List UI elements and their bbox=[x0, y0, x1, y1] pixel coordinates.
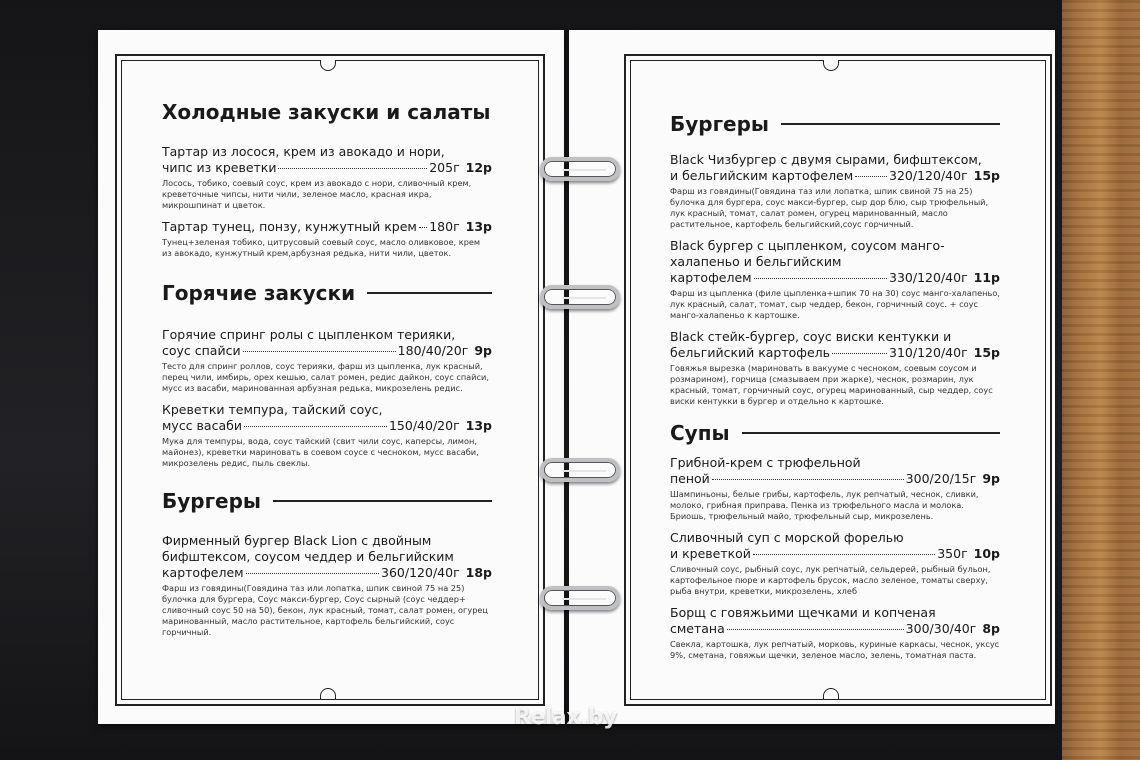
item-description: Фарш из цыпленка (филе цыпленка+шпик 70 на 30) соус манго-халапеньо, лук красный, салат, томат, сыр чеддер, бекон, горчичный соус. + соус манго-халапеньо к картошке. bbox=[670, 288, 1000, 320]
title-rule bbox=[367, 292, 492, 294]
binder-ring bbox=[540, 586, 620, 610]
menu-column-left bbox=[162, 100, 492, 638]
item-name: бельгийский картофель bbox=[670, 345, 831, 360]
item-name: Black стейк-бургер, соус виски кентукки и bbox=[670, 329, 952, 344]
item-name: Тартар тунец, понзу, кунжутный крем bbox=[162, 219, 417, 234]
item-name: Креветки темпура, тайский соус, bbox=[162, 402, 383, 417]
frame-notch-bottom bbox=[320, 688, 336, 699]
item-name: бифштексом, соусом чеддер и бельгийским bbox=[162, 549, 454, 564]
item-price: 13р bbox=[465, 219, 492, 234]
item-name: халапеньо и бельгийским bbox=[670, 254, 842, 269]
item-price: 18р bbox=[465, 565, 492, 580]
menu-item bbox=[670, 530, 1000, 597]
binder-ring bbox=[540, 285, 620, 309]
menu-item bbox=[670, 605, 1000, 661]
item-name: Сливочный суп с морской форелью bbox=[670, 530, 904, 545]
binder-ring bbox=[540, 157, 620, 181]
item-description: Шампиньоны, белые грибы, картофель, лук репчатый, чеснок, сливки, молоко, грибная приправа. Пенка из трюфельного масла и молока. Бриошь, трюфельный майо, трюфельный сыр, микрозелень. bbox=[670, 489, 979, 521]
item-price: 11р bbox=[973, 270, 1000, 285]
item-price: 15р bbox=[973, 345, 1000, 360]
item-weight: 320/120/40г bbox=[889, 168, 968, 183]
title-rule bbox=[781, 123, 1000, 125]
item-price: 15р bbox=[973, 168, 1000, 183]
item-price: 10р bbox=[973, 546, 1000, 561]
section-title: Бургеры bbox=[162, 489, 492, 513]
menu-item bbox=[670, 152, 1000, 230]
section-title: Супы bbox=[670, 421, 1000, 445]
item-description: Фарш из говядины(Говядина таз или лопатка, шпик свиной 75 на 25) булочка для бургера, соус макси-бургер, сыр дор блю, сыр трюфельный, лук красный, томат, салат ромен, огурец маринованный, масло растительное, картофель бельгийский,соус горчичный. bbox=[670, 186, 989, 229]
item-weight: 300/20/15г bbox=[905, 471, 977, 486]
item-name: картофелем bbox=[162, 565, 244, 580]
item-weight: 205г bbox=[429, 160, 460, 175]
item-description: Говяжья вырезка (мариновать в вакууме с чесноком, соевым соусом и розмарином), горчица (смазываем при жарке), чеснок, розмарин, лук красный, томат, горчичный соус, огурец маринованный, сыр чеддер, соус виски кентукки в бургер и отдельно к картошке. bbox=[670, 363, 993, 406]
menu-item bbox=[670, 329, 1000, 407]
item-name: соус спайси bbox=[162, 343, 241, 358]
item-name: Фирменный бургер Black Lion с двойным bbox=[162, 533, 432, 548]
menu-item bbox=[670, 238, 1000, 321]
item-price: 13р bbox=[465, 418, 492, 433]
item-description: Лосось, тобико, соевый соус, крем из авокадо с нори, сливочный крем, креветочные чипсы, нити чили, зеленое масло, красная икра, микрошпинат и цветок. bbox=[162, 178, 472, 210]
binder-ring bbox=[540, 458, 620, 482]
item-weight: 180/40/20г bbox=[397, 343, 469, 358]
frame-notch-bottom bbox=[823, 688, 839, 699]
section-title: Горячие закуски bbox=[162, 281, 492, 305]
item-name: пеной bbox=[670, 471, 710, 486]
item-price: 9р bbox=[982, 471, 1000, 486]
watermark-logo: Relax.by bbox=[514, 705, 617, 730]
title-rule bbox=[273, 500, 492, 502]
item-description: Фарш из говядины(Говядина таз или лопатка, шпик свиной 75 на 25) булочка для бургера, Соус макси-бургер, Соус сырный (соус чеддер+ сливочный соус 50 на 50), бекон, лук красный, томат, салат ромен, огурец маринованный, масло растительное, картофель бельгийский, соус горчичный. bbox=[162, 583, 489, 637]
item-name: и креветкой bbox=[670, 546, 751, 561]
item-name: чипс из креветки bbox=[162, 160, 277, 175]
item-name: мусс васаби bbox=[162, 418, 242, 433]
item-name: Black Чизбургер с двумя сырами, бифштексом, bbox=[670, 152, 982, 167]
item-description: Свекла, картошка, лук репчатый, морковь, куриные каркасы, чеснок, уксус 9%, сметана, говяжьи щечки, зеленое масло, зелень, томатная паста. bbox=[670, 639, 1000, 660]
title-rule bbox=[742, 432, 1000, 434]
item-name: Грибной-крем с трюфельной bbox=[670, 455, 861, 470]
item-weight: 150/40/20г bbox=[388, 418, 460, 433]
item-weight: 180г bbox=[429, 219, 460, 234]
item-name: Тартар из лосося, крем из авокадо и нори, bbox=[162, 144, 445, 159]
item-description: Мука для темпуры, вода, соус тайский (свит чили соус, каперсы, лимон, майонез), креветки мариновать в соевом соусе с чесноком, мусс васаби, микрозелень редис, пыль свеклы. bbox=[162, 436, 479, 468]
item-description: Тесто для спринг роллов, соус терияки, фарш из цыпленка, лук красный, перец чили, имбирь, орех кешью, салат ромен, редис дайкон, соус спайси, мусс из васаби, маринованная арбузная редька, микрозелень редис. bbox=[162, 361, 489, 393]
item-weight: 300/30/40г bbox=[905, 621, 977, 636]
item-weight: 360/120/40г bbox=[381, 565, 460, 580]
item-name: Горячие спринг ролы с цыпленком терияки, bbox=[162, 327, 456, 342]
menu-item bbox=[162, 533, 492, 638]
item-weight: 310/120/40г bbox=[889, 345, 968, 360]
menu-column-right bbox=[670, 112, 1000, 661]
item-name: сметана bbox=[670, 621, 725, 636]
item-weight: 330/120/40г bbox=[889, 270, 968, 285]
item-name: и бельгийским картофелем bbox=[670, 168, 854, 183]
wooden-table bbox=[1062, 0, 1140, 760]
item-price: 8р bbox=[982, 621, 1000, 636]
menu-item bbox=[162, 144, 492, 211]
item-price: 12р bbox=[465, 160, 492, 175]
section-title: Бургеры bbox=[670, 112, 1000, 136]
item-description: Тунец+зеленая тобико, цитрусовый соевый соус, масло оливковое, крем из авокадо, кунжутный крем,арбузная редька, нити чили, цветок. bbox=[162, 237, 481, 258]
menu-item bbox=[670, 455, 1000, 522]
item-name: Black бургер с цыпленком, соусом манго- bbox=[670, 238, 945, 253]
item-name: картофелем bbox=[670, 270, 752, 285]
menu-item bbox=[162, 402, 492, 469]
item-weight: 350г bbox=[937, 546, 968, 561]
section-title: Холодные закуски и салаты bbox=[162, 100, 491, 124]
item-price: 9р bbox=[474, 343, 492, 358]
menu-item bbox=[162, 219, 492, 259]
item-name: Борщ с говяжьими щечками и копченая bbox=[670, 605, 936, 620]
menu-item bbox=[162, 327, 492, 394]
item-description: Сливочный соус, рыбный соус, лук репчатый, сельдерей, рыбный бульон, картофельное пюре и картофель брусок, масло зеленое, томаты сверху, рыба внутри, креветки, микрозелень, хлеб bbox=[670, 564, 991, 596]
